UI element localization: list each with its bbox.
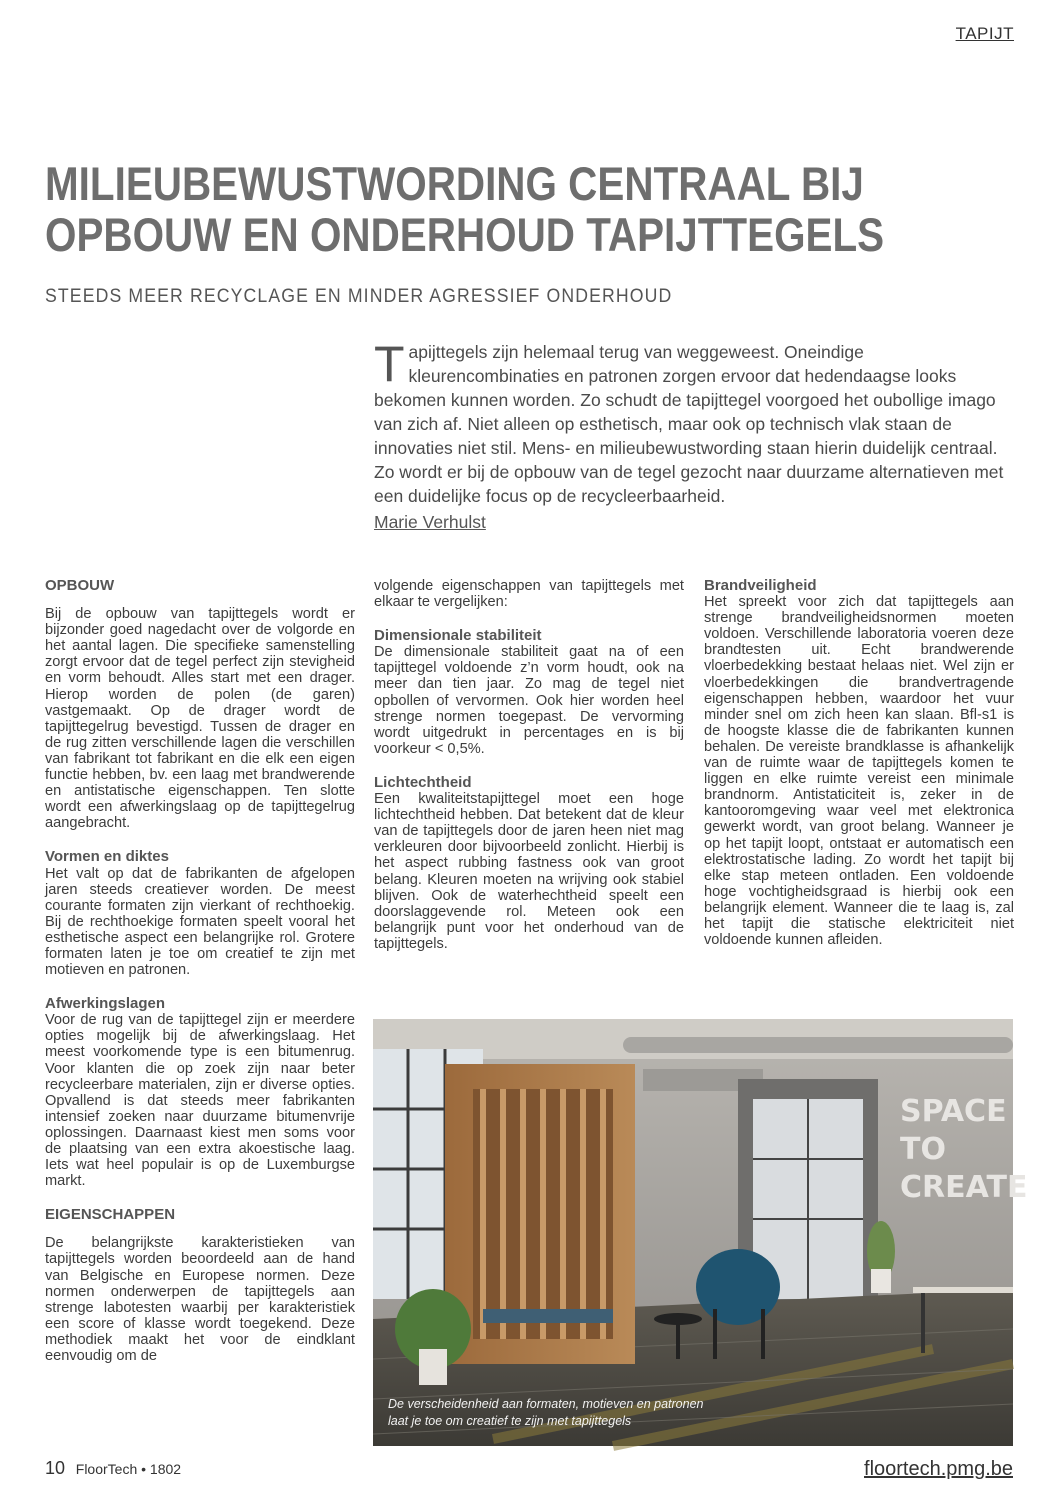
paragraph-eigenschappen: De belangrijkste karakteristieken van tapijttegels worden beoordeeld aan de hand van Belgische en Europese normen. Deze normen onderwerpen de tapijttegels aan strenge labotesten waarbij per karakteristiek een score of klasse wordt toegekend. Deze methodiek maakt het voor de eindklant eenvoudig om de [45, 1235, 355, 1365]
column-3 [704, 578, 1014, 948]
paragraph-afwerking: Voor de rug van de tapijttegel zijn er meerdere opties mogelijk bij de afwerkingslaag. Het meest voorkomende type is een bitumenrug. Voor klanten die op zoek zijn naar beter recycleerbare materialen, zijn er diverse opties. Opvallend is dat steeds meer fabrikanten intensief zoeken naar duurzame bitumenvrije oplossingen. Daarnaast kiest men soms voor de plaatsing van een extra akoestische laag. Iets wat heel populair is op de Luxemburgse markt. [45, 1012, 355, 1190]
paragraph-opbouw: Bij de opbouw van tapijttegels wordt er bijzonder goed nagedacht over de volgorde en het aantal lagen. Die specifieke samenstelling zorgt ervoor dat de tegel perfect zijn stevigheid en vorm behoudt. Alles start met een drager. Hierop worden de polen (de garen) vastgemaakt. Op de drager wordt de tapijttegelrug bevestigd. Tussen de drager en de rug zitten verschillende lagen die verschillen van fabrikant tot fabrikant en die elk een eigen functie hebben, bv. een laag met brandwerende en antistatische eigenschappen. Ten slotte wordt een afwerkingslaag op de tapijttegelrug aangebracht. [45, 606, 355, 832]
heading-opbouw: OPBOUW [45, 577, 115, 594]
heading-lichtechtheid: Lichtechtheid [374, 773, 472, 791]
column-2 [374, 578, 684, 952]
column-1 [45, 578, 355, 1364]
page-number: 10 [45, 1458, 66, 1478]
website-link[interactable]: floortech.pmg.be [864, 1458, 1013, 1480]
intro-dropcap: T [374, 336, 405, 392]
intro-paragraph [374, 336, 1014, 508]
paragraph-dimensionale: De dimensionale stabiliteit gaat na of een tapijttegel voldoende z’n vorm houdt, ook na meer dan tien jaar. Zo mag de tegel niet opbollen of vervormen. Ook hier worden heel strenge normen toegepast. De vervorming wordt uitgedrukt in percentages en is bij voorkeur < 0,5%. [374, 644, 684, 757]
title-line-2: OPBOUW EN ONDERHOUD TAPIJTTEGELS [45, 208, 885, 261]
intro-text: apijttegels zijn helemaal terug van weggeweest. Oneindige kleurencombinaties en patronen zorgen ervoor dat hedendaagse looks bekomen kunnen worden. Zo schudt de tapijttegel voorgoed het oubollige imago van zich af. Niet alleen op esthetisch, maar ook op technisch vlak staan de innovaties niet stil. Mens- en milieubewustwording staan hierin duidelijk centraal. Zo wordt er bij de opbouw van de tegel gezocht naar duurzame alternatieven met een duidelijke focus op de recycleerbaarheid. [374, 342, 1004, 506]
paragraph-lichtechtheid: Een kwaliteitstapijttegel moet een hoge lichtechtheid hebben. Dat betekent dat de kleur van de tapijttegels door de jaren heen niet mag verkleuren door bijvoorbeeld zonlicht. Hierbij is het aspect rubbing fastness ook van groot belang. Kleuren moeten na wrijving ook stabiel blijven. Ook de waterhechtheid speelt een doorslaggevende rol. Meteen ook een belangrijk punt voor het onderhoud van de tapijttegels. [374, 791, 684, 952]
article-subtitle: STEEDS MEER RECYCLAGE EN MINDER AGRESSIEF ONDERHOUD [45, 286, 673, 307]
title-line-1: MILIEUBEWUSTWORDING CENTRAAL BIJ [45, 157, 864, 210]
paragraph-lead: volgende eigenschappen van tapijttegels met elkaar te vergelijken: [374, 578, 684, 611]
heading-vormen: Vormen en diktes [45, 848, 169, 866]
interior-illustration [373, 1019, 1028, 1446]
photo-caption: De verscheidenheid aan formaten, motieven en patronen laat je toe om creatief te zijn met tapijttegels [388, 1397, 704, 1428]
magazine-issue: FloorTech • 1802 [75, 1461, 182, 1477]
interior-photo [373, 1019, 1028, 1446]
heading-dimensionale: Dimensionale stabiliteit [374, 627, 542, 645]
footer-left [45, 1458, 181, 1479]
heading-brandveiligheid: Brandveiligheid [704, 577, 817, 594]
author-link[interactable]: Marie Verhulst [374, 512, 486, 532]
heading-eigenschappen: EIGENSCHAPPEN [45, 1206, 176, 1224]
section-tag: TAPIJT [955, 24, 1014, 43]
paragraph-brandveiligheid: Het spreekt voor zich dat tapijttegels aan strenge brandveiligheidsnormen moeten voldoen. Verschillende laboratoria voeren deze brandtesten uit. Echt brandwerende vloerbedekking bestaat helaas niet. Wel zijn er vloerbedekkingen die brandvertragende eigenschappen hebben, waardoor het vuur minder snel om zich heen kan slaan. Bfl-s1 is de hoogste klasse die de fabrikanten kunnen behalen. De vereiste brandklasse is afhankelijk van de ruimte waar de tapijttegels komen te liggen en elke ruimte vereist een minimale brandnorm. Antistaticiteit is, zeker in de kantooromgeving waar veel met elektronica gewerkt wordt, van groot belang. Wanneer je op het tapijt loopt, ontstaat er automatisch een elektrostatische lading. Zo wordt het tapijt bij elke stap meteen ontladen. Een voldoende hoge vochtigheidsgraad is hierbij ook een belangrijk element. Wanneer die te laag is, zal het tapijt die statische elektriciteit niet voldoende kunnen afleiden. [704, 594, 1014, 949]
article-title [45, 158, 888, 260]
wall-text-to: TO [900, 1132, 946, 1167]
wall-text-create: CREATE [900, 1170, 1028, 1205]
wall-text-space: SPACE [900, 1094, 1007, 1129]
paragraph-vormen: Het valt op dat de fabrikanten de afgelopen jaren steeds creatiever worden. De meest courante formaten zijn vierkant of rechthoekig. Bij de rechthoekige formaten speelt vooral het esthetische aspect een belangrijke rol. Grotere formaten laten je toe om creatief te zijn met motieven en patronen. [45, 865, 355, 979]
heading-afwerking: Afwerkingslagen [45, 995, 166, 1013]
